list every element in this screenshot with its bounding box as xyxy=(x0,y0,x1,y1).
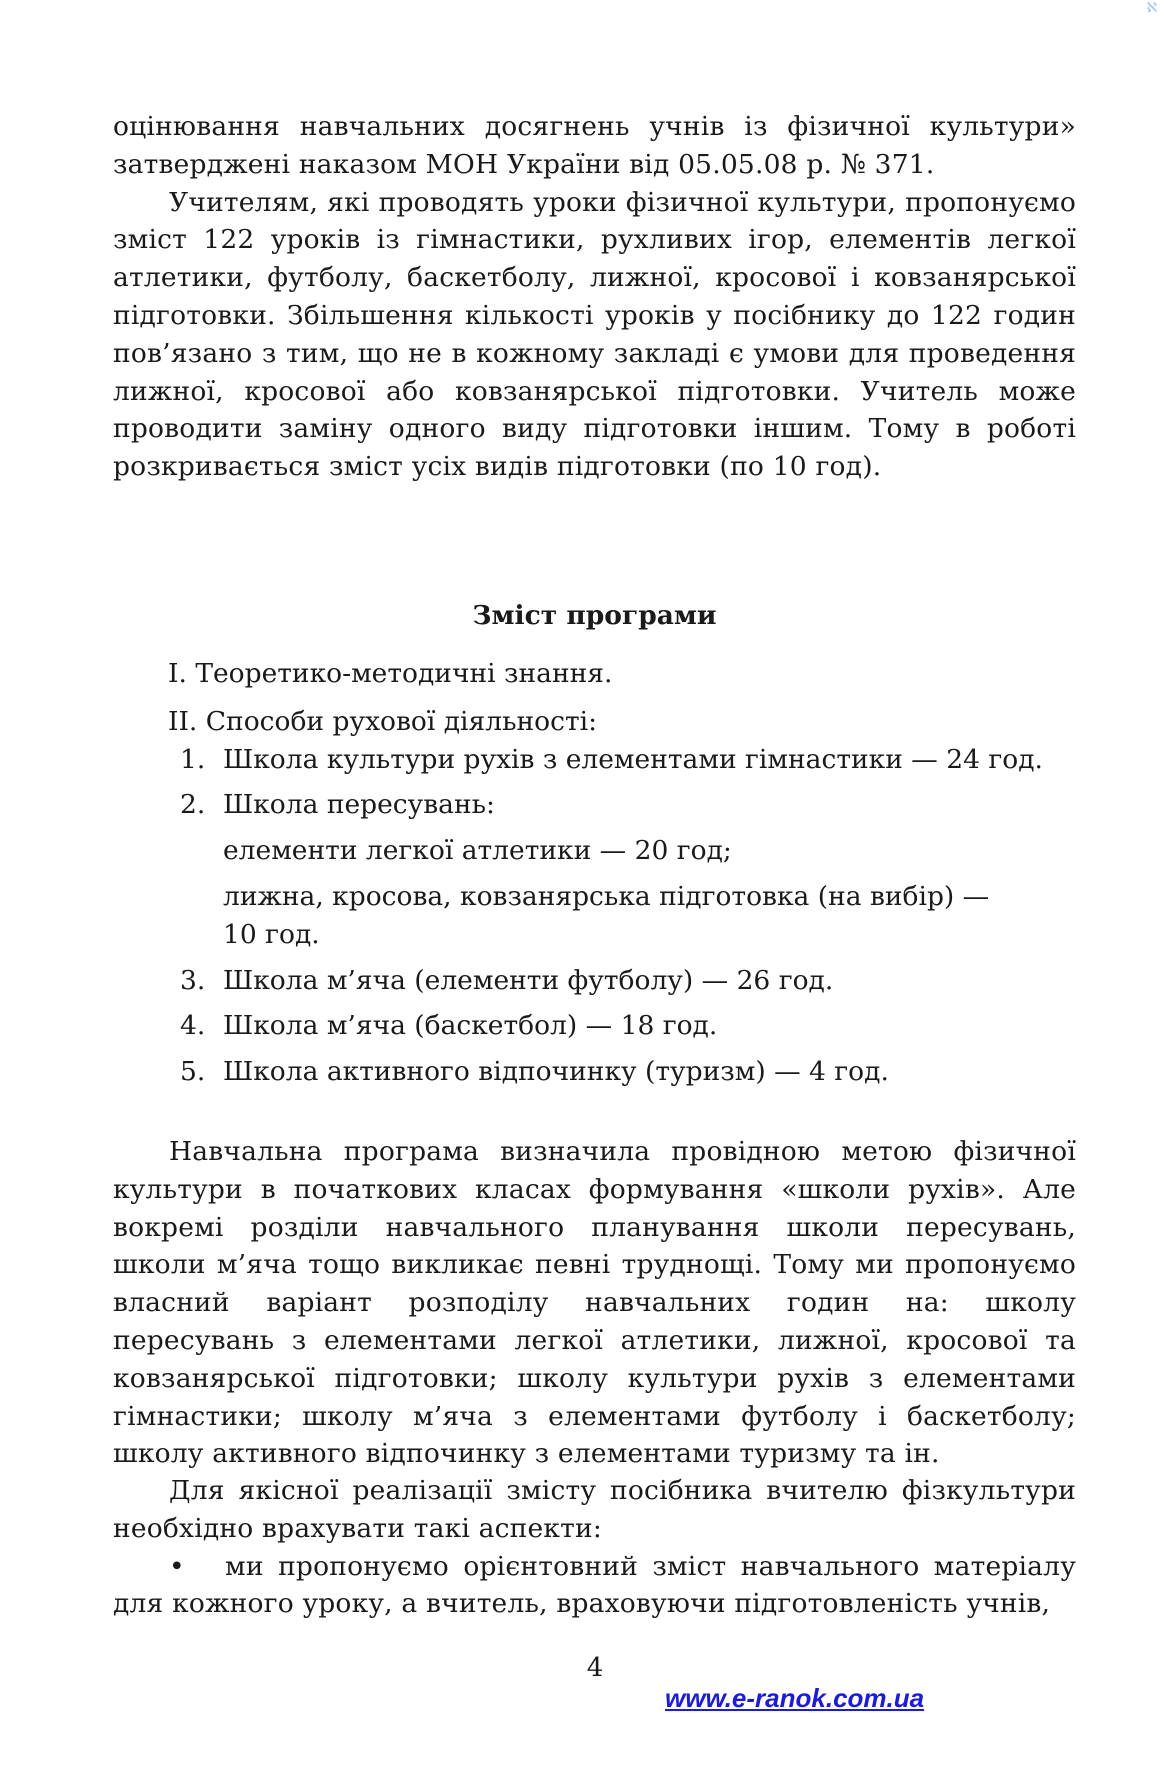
program-section-2: ІІ. Способи рухової діяльності: xyxy=(168,705,598,737)
program-list-item xyxy=(168,786,1088,824)
program-list-item xyxy=(168,741,1088,779)
list-item-text: Школа активного відпочинку (туризм) — 4 год. xyxy=(223,1056,889,1088)
program-list-item xyxy=(168,1053,1088,1091)
list-item-number: 3. xyxy=(180,964,206,996)
bullet-item-text: ми пропонуємо орієнтовний зміст навчального матеріалу для кожного уроку, а вчитель, враховуючи підготовленість учнів, xyxy=(113,1550,1076,1620)
program-section-1: І. Теоретико-методичні знання. xyxy=(168,658,613,689)
list-item-number: 1. xyxy=(180,743,206,775)
program-sub-item: лижна, кросова, ковзанярська підготовка (на вибір) — 10 год. xyxy=(223,880,990,950)
list-item-text: Школа пересувань: xyxy=(223,789,495,821)
list-item-number: 2. xyxy=(180,789,206,821)
intro-paragraph-2: Учителям, які проводять уроки фізичної культури, пропонуємо зміст 122 уроків із гімнастики, рухливих ігор, елементів легкої атлетики, футболу, баскетболу, лижної, кросової і ковзанярської підготовки. Збільшення кількості уроків у посібнику до 122 годин пов’язано з тим, що не в кожному закладі є умови для проведення лижної, кросової або ковзанярської підготовки. Учитель може проводити заміну одного виду підготовки іншим. Тому в роботі розкривається зміст усіх видів підготовки (по 10 год). xyxy=(113,186,1076,483)
page-number: 4 xyxy=(586,1653,604,1683)
program-list-item xyxy=(168,962,1088,1000)
body-paragraph-4: Для якісної реалізації змісту посібника вчителю фізкультури необхідно врахувати такі аспекти: xyxy=(113,1475,1076,1544)
list-item-text: Школа м’яча (баскетбол) — 18 год. xyxy=(223,1010,718,1042)
program-heading: Зміст програми xyxy=(472,600,717,631)
program-list-item xyxy=(168,1007,1088,1045)
aspects-section xyxy=(113,1472,1076,1623)
intro-paragraph-1: оцінювання навчальних досягнень учнів із фізичної культури» затверджені наказом МОН України від 05.05.08 р. № 371. xyxy=(113,111,1076,180)
program-sub-item: елементи легкої атлетики — 20 год; xyxy=(223,835,732,867)
bullet-item xyxy=(113,1548,1076,1624)
intro-section xyxy=(113,108,1076,486)
bullet-glyph: • xyxy=(169,1550,185,1582)
list-item-text: Школа культури рухів з елементами гімнастики — 24 год. xyxy=(223,743,1043,775)
list-item-text: Школа м’яча (елементи футболу) — 26 год. xyxy=(223,964,834,996)
corner-mark: ℵ xyxy=(1146,0,1157,16)
program-contents xyxy=(168,655,1088,1099)
site-link[interactable]: www.e-ranok.com.ua xyxy=(665,1683,925,1713)
list-item-number: 5. xyxy=(180,1056,206,1088)
body-paragraph-3: Навчальна програма визначила провідною метою фізичної культури в початкових класах формування «школи рухів». Але вокремі розділи навчального планування школи пересувань, школи м’яча тощо викликає певні труднощі. Тому ми пропонуємо власний варіант розподілу навчальних годин на: школу пересувань з елементами легкої атлетики, лижної, кросової та ковзанярської підготовки; школу культури рухів з елементами гімнастики; школу м’яча з елементами футболу і баскетболу; школу активного відпочинку з елементами туризму та ін. xyxy=(113,1136,1076,1470)
list-item-number: 4. xyxy=(180,1010,206,1042)
body-section xyxy=(113,1133,1076,1473)
